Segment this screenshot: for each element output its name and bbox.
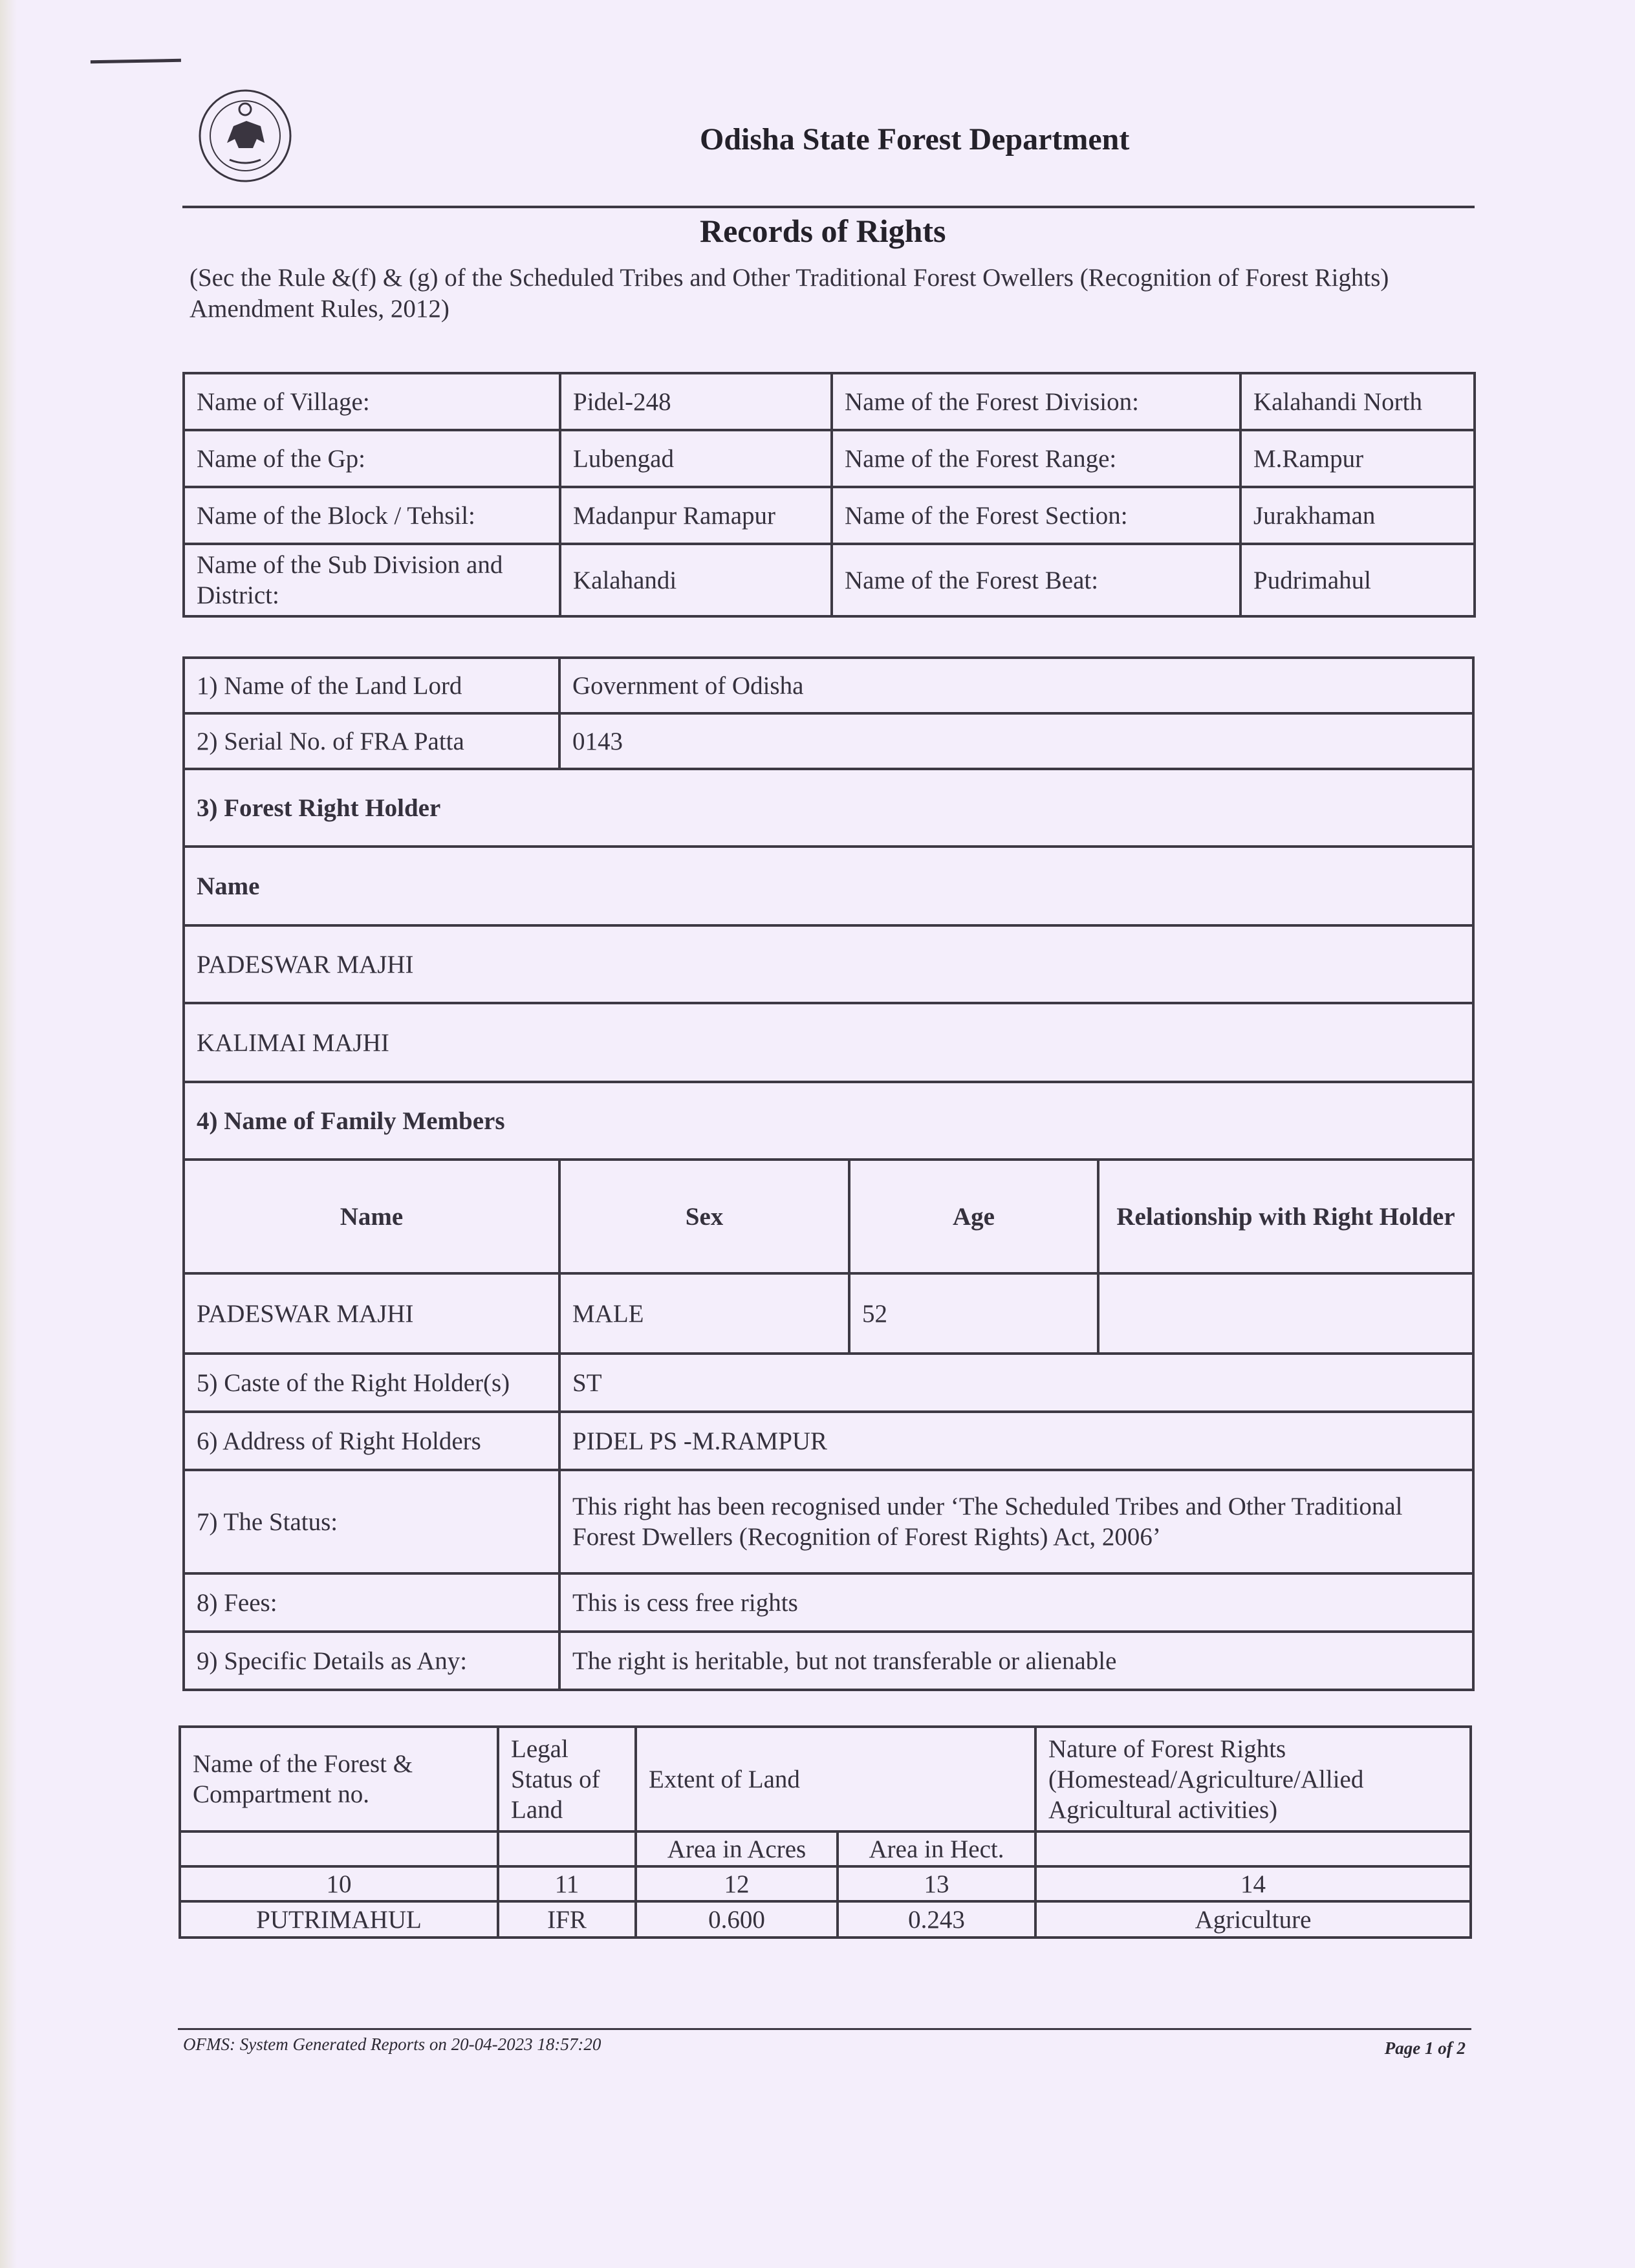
forest-compartment-value: PUTRIMAHUL: [180, 1901, 498, 1938]
holder-name: KALIMAI MAJHI: [184, 1003, 1473, 1082]
col-number: 11: [498, 1866, 636, 1901]
family-col-age: Age: [849, 1160, 1098, 1273]
col-number: 12: [636, 1866, 838, 1901]
patta-serial-value: 0143: [559, 713, 1473, 769]
nature-of-rights-sub: [1035, 1831, 1471, 1866]
area-hect-value: 0.243: [838, 1901, 1035, 1938]
village-value: Pidel-248: [560, 373, 832, 430]
family-col-sex: Sex: [559, 1160, 849, 1273]
holder-name-heading: Name: [184, 847, 1473, 925]
col-number: 14: [1035, 1866, 1471, 1901]
page-number: Page 1 of 2: [1384, 2038, 1466, 2058]
rights-table: [182, 656, 1475, 1691]
legal-status-header: Legal Status of Land: [498, 1727, 636, 1831]
forest-compartment-sub: [180, 1831, 498, 1866]
holder-name: PADESWAR MAJHI: [184, 925, 1473, 1003]
landlord-label: 1) Name of the Land Lord: [184, 658, 559, 713]
subdivision-value: Kalahandi: [560, 544, 832, 616]
family-members-heading: 4) Name of Family Members: [184, 1082, 1473, 1160]
area-acres-header: Area in Acres: [636, 1831, 838, 1866]
forest-section-value: Jurakhaman: [1240, 487, 1475, 544]
nature-of-rights-value: Agriculture: [1035, 1901, 1471, 1938]
status-value: [559, 1470, 1473, 1573]
fees-value: This is cess free rights: [559, 1573, 1473, 1632]
area-acres-value: 0.600: [636, 1901, 838, 1938]
scanned-page-edge: [0, 0, 17, 2268]
col-number: 10: [180, 1866, 498, 1901]
forest-division-value: Kalahandi North: [1240, 373, 1475, 430]
extent-of-land-header: Extent of Land: [636, 1727, 1035, 1831]
family-member-age: 52: [849, 1273, 1098, 1354]
specific-details-value: The right is heritable, but not transferable or alienable: [559, 1632, 1473, 1690]
status-line: Forest Dwellers (Recognition of Forest Rights) Act, 2006’: [572, 1523, 1161, 1551]
landlord-value: Government of Odisha: [559, 658, 1473, 713]
status-label: 7) The Status:: [184, 1470, 559, 1573]
pen-mark: [91, 59, 181, 69]
block-value: Madanpur Ramapur: [560, 487, 832, 544]
family-member-relationship: [1098, 1273, 1473, 1354]
family-col-relationship: Relationship with Right Holder: [1098, 1160, 1473, 1273]
family-col-name: Name: [184, 1160, 559, 1273]
footer-divider: [178, 2028, 1471, 2030]
specific-details-label: 9) Specific Details as Any:: [184, 1632, 559, 1690]
village-label: Name of Village:: [184, 373, 560, 430]
legal-status-sub: [498, 1831, 636, 1866]
forest-compartment-header: Name of the Forest & Compartment no.: [180, 1727, 498, 1831]
area-hect-header: Area in Hect.: [838, 1831, 1035, 1866]
odisha-emblem-icon: [197, 81, 293, 191]
patta-serial-label: 2) Serial No. of FRA Patta: [184, 713, 559, 769]
rule-reference: (Sec the Rule &(f) & (g) of the Scheduled Tribes and Other Traditional Forest Owellers (Recognition of Forest Rights) Amendment Rules, 2012): [189, 264, 1389, 323]
subdivision-label: Name of the Sub Division and District:: [184, 544, 560, 616]
location-table: [182, 372, 1476, 618]
forest-division-label: Name of the Forest Division:: [832, 373, 1240, 430]
forest-beat-value: Pudrimahul: [1240, 544, 1475, 616]
fees-label: 8) Fees:: [184, 1573, 559, 1632]
nature-of-rights-header: Nature of Forest Rights (Homestead/Agriculture/Allied Agricultural activities): [1035, 1727, 1471, 1831]
generated-timestamp: OFMS: System Generated Reports on 20-04-2023 18:57:20: [183, 2035, 601, 2054]
status-line: This right has been recognised under ‘The Scheduled Tribes and Other Traditional: [572, 1493, 1403, 1520]
right-holder-heading: 3) Forest Right Holder: [184, 769, 1473, 847]
address-value: PIDEL PS -M.RAMPUR: [559, 1412, 1473, 1470]
block-label: Name of the Block / Tehsil:: [184, 487, 560, 544]
forest-range-value: M.Rampur: [1240, 430, 1475, 487]
legal-status-value: IFR: [498, 1901, 636, 1938]
forest-beat-label: Name of the Forest Beat:: [832, 544, 1240, 616]
caste-value: ST: [559, 1354, 1473, 1412]
gp-label: Name of the Gp:: [184, 430, 560, 487]
document-title: Records of Rights: [700, 213, 946, 249]
caste-label: 5) Caste of the Right Holder(s): [184, 1354, 559, 1412]
department-title: Odisha State Forest Department: [700, 122, 1130, 157]
col-number: 13: [838, 1866, 1035, 1901]
forest-section-label: Name of the Forest Section:: [832, 487, 1240, 544]
family-member-sex: MALE: [559, 1273, 849, 1354]
gp-value: Lubengad: [560, 430, 832, 487]
address-label: 6) Address of Right Holders: [184, 1412, 559, 1470]
header-divider: [182, 206, 1475, 208]
land-table: [179, 1725, 1472, 1939]
forest-range-label: Name of the Forest Range:: [832, 430, 1240, 487]
family-member-name: PADESWAR MAJHI: [184, 1273, 559, 1354]
